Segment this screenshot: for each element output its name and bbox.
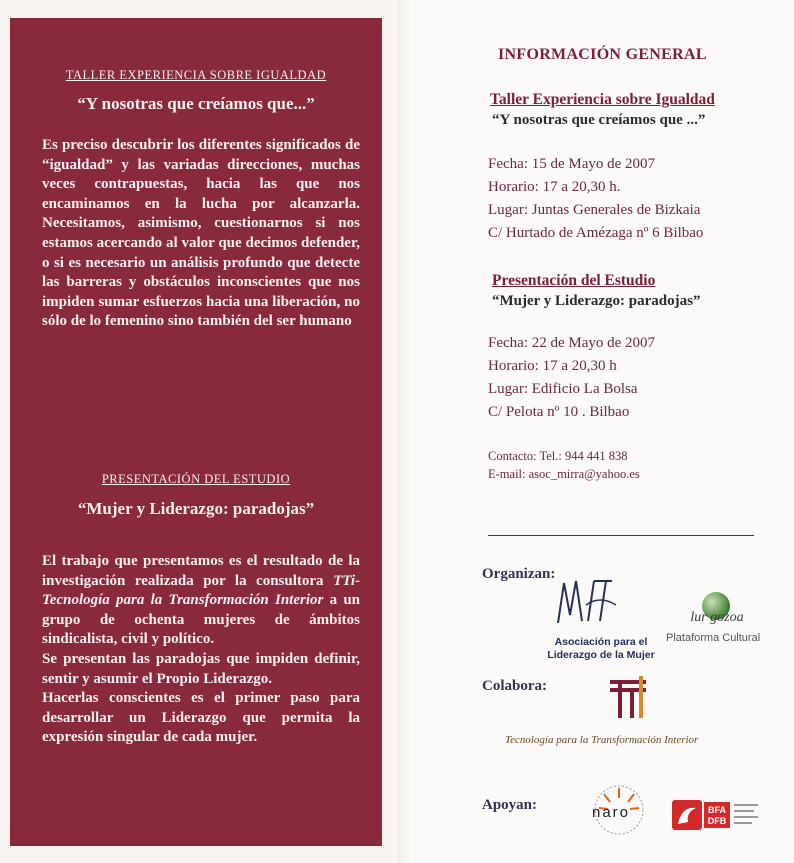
- section1-body: Es preciso descubrir los diferentes significados de “igualdad” y las variadas direcciones, muchas veces contrapuestas, hacia las que nos encaminamos en la lucha por alcanzarla. Necesitamos, asimismo, cuestionarnos si nos estamos acercando al valor que decimos defender, o si es necesario un análisis profundo que detecte las barreras y obstáculos inconscientes que nos impiden sumar esfuerzos hacia una liberación, no sólo de lo femenino sino también del ser humano: [42, 137, 360, 330]
- contact-phone: Contacto: Tel.: 944 441 838: [488, 449, 628, 463]
- mirra-name-line2: Liderazgo de la Mujer: [547, 649, 655, 661]
- tti-slogan: Tecnología para la Transformación Interior: [505, 734, 699, 746]
- colabora-label: Colabora:: [482, 678, 547, 694]
- contact-email[interactable]: E-mail: asoc_mirra@yahoo.es: [488, 467, 640, 481]
- tti-logo: [608, 674, 648, 720]
- contact-block: [488, 447, 640, 483]
- organizan-label: Organizan:: [482, 566, 556, 582]
- bfa-dfb-logo: [672, 800, 762, 840]
- mirra-association-name: [540, 636, 662, 662]
- section1-quote: “Y nosotras que creíamos que...”: [77, 94, 315, 113]
- event1-time: Horario: 17 a 20,30 h.: [488, 179, 621, 195]
- event1-place: Lugar: Juntas Generales de Bizkaia: [488, 202, 701, 218]
- event1-address: C/ Hurtado de Amézaga nº 6 Bilbao: [488, 225, 704, 241]
- section2-p1-text: El trabajo que presentamos es el resultado de la investigación realizada por la consultora: [42, 553, 360, 589]
- section2-quote: “Mujer y Liderazgo: paradojas”: [77, 499, 315, 518]
- section2-p1-end: a un grupo de ochenta mujeres de ámbitos sindicalista, civil y político.: [42, 592, 361, 648]
- dfb-text: DFB: [707, 816, 727, 826]
- event1-title: Taller Experiencia sobre Igualdad: [490, 91, 715, 108]
- mirra-name-line1: Asociación para el: [554, 636, 648, 648]
- section2-heading: PRESENTACIÓN DEL ESTUDIO: [101, 472, 291, 486]
- event1-details: [488, 153, 703, 245]
- naro-text: naro: [592, 804, 631, 821]
- section2-paragraph-2: Se presentan las paradojas que impiden definir, sentir y asumir el Propio Liderazgo.: [42, 650, 360, 687]
- tti-company-name: TTi-Tecnología para la Transformación Interior: [42, 572, 360, 609]
- bfa-text: BFA: [708, 805, 726, 815]
- mirra-logo: [550, 575, 620, 625]
- section2-paragraph-3: Hacerlas conscientes es el primer paso para desarrollar un Liderazgo que permita la expresión singular de cada mujer.: [42, 690, 360, 746]
- section2-body: [42, 552, 360, 748]
- event2-time: Horario: 17 a 20,30 h: [488, 358, 617, 374]
- left-panel: [10, 18, 382, 846]
- section2-paragraph-1: [42, 552, 360, 650]
- event2-date: Fecha: 22 de Mayo de 2007: [488, 335, 656, 351]
- apoyan-label: Apoyan:: [482, 797, 538, 813]
- event2-place: Lugar: Edificio La Bolsa: [488, 381, 638, 397]
- event2-subtitle: “Mujer y Liderazgo: paradojas”: [492, 293, 701, 309]
- divider: [488, 535, 754, 536]
- plataforma-cultural-label: Plataforma Cultural: [666, 632, 761, 644]
- lur-gozoa-text: lur gozoa: [690, 610, 744, 625]
- section1-heading: TALLER EXPERIENCIA SOBRE IGUALDAD: [65, 68, 327, 82]
- fold-shadow: [398, 0, 410, 863]
- event2-address: C/ Pelota nº 10 . Bilbao: [488, 404, 630, 420]
- event1-subtitle: “Y nosotras que creíamos que ...”: [492, 112, 706, 128]
- event1-date: Fecha: 15 de Mayo de 2007: [488, 156, 656, 172]
- event2-title: Presentación del Estudio: [492, 272, 656, 289]
- general-info-title: INFORMACIÓN GENERAL: [498, 46, 707, 63]
- right-panel: [410, 0, 794, 863]
- event2-details: [488, 332, 655, 424]
